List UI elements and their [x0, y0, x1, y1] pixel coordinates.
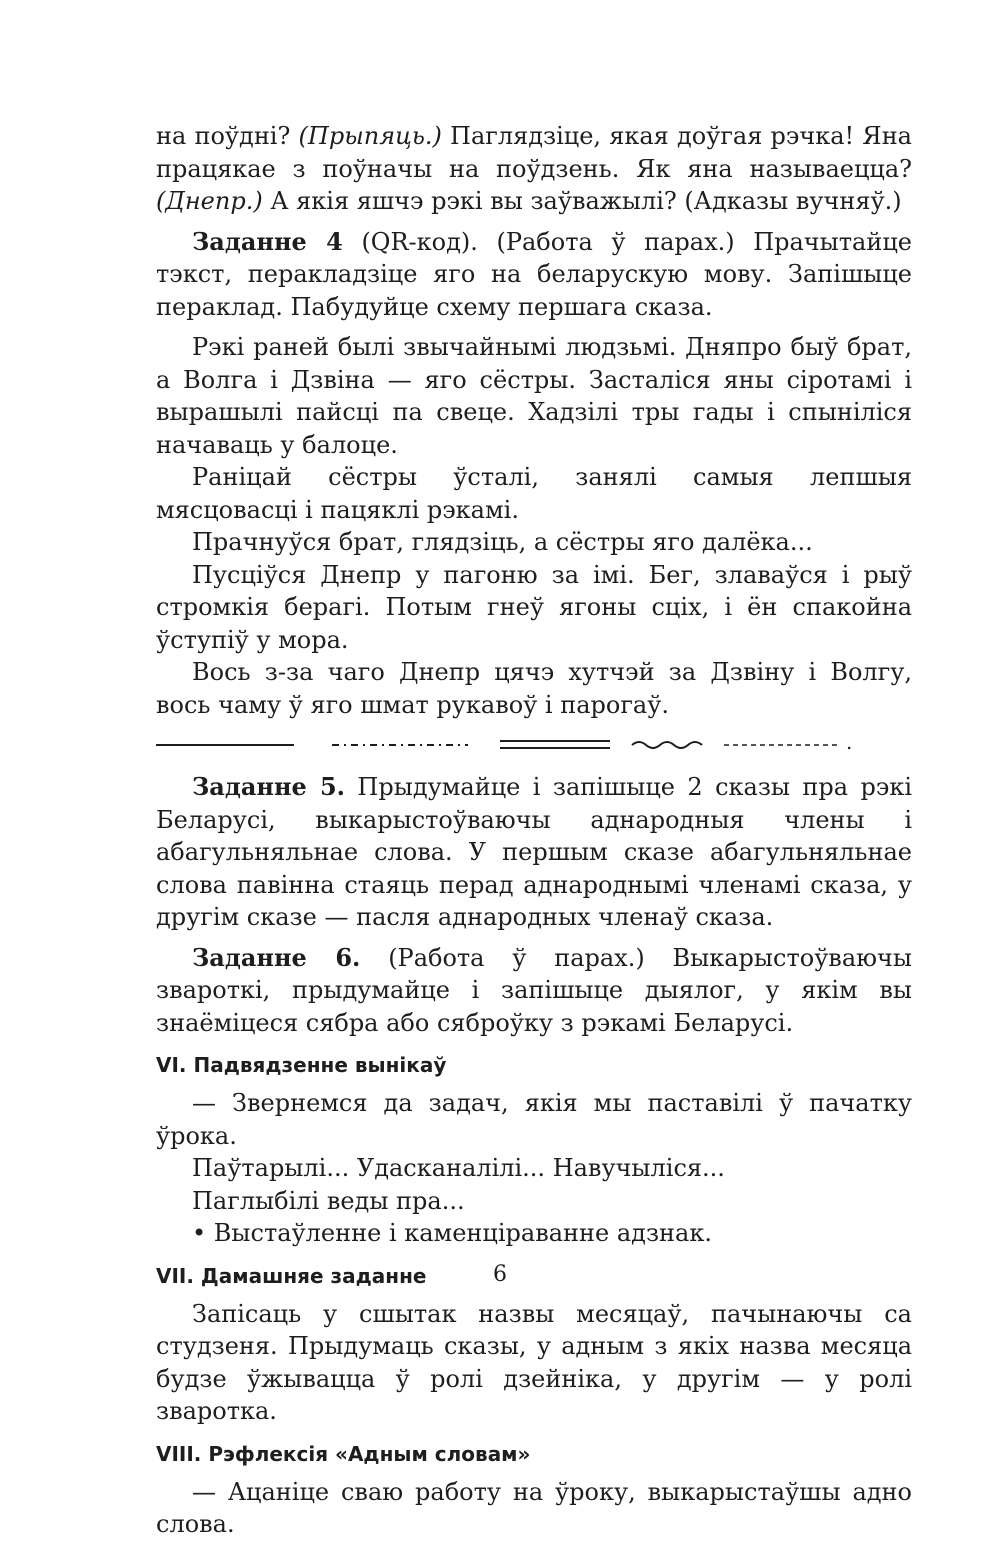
section-7-heading: VII. Дамашняе заданне: [156, 1263, 427, 1288]
section-8-text: — Ацаніце сваю работу на ўроку, выкарыстаўшы адно слова.: [156, 1477, 912, 1538]
page-number: 6: [493, 1262, 507, 1287]
task-4: [156, 226, 912, 324]
story-paragraph-5: Вось з-за чаго Днепр цячэ хутчэй за Дзвіну і Волгу, вось чаму ў яго шмат рукавоў і парогаў.: [156, 658, 912, 719]
intro-text-3: А якія яшчэ рэкі вы заўважылі? (Адказы вучняў.): [262, 187, 902, 215]
intro-answer-pripyat: (Прыпяць.): [298, 122, 442, 150]
intro-answer-dnepr: (Днепр.): [156, 187, 263, 215]
story-paragraph-1: Рэкі раней былі звычайнымі людзьмі. Дняпро быў брат, а Волга і Дзвіна — яго сёстры. Засталіся яны сіротамі і вырашылі пайсці па свеце. Хадзілі тры гады і спыніліся начаваць у балоце.: [156, 333, 912, 459]
story-paragraph-4: Пусціўся Днепр у пагоню за імі. Бег, злаваўся і рыў стромкія берагі. Потым гнеў ягоны сціх, і ён спакойна ўступіў у мора.: [156, 560, 912, 654]
task-6: [156, 942, 912, 1040]
task-5: [156, 771, 912, 934]
story-paragraph-3: Прачнуўся брат, глядзіць, а сёстры яго далёка...: [192, 528, 813, 556]
sentence-member-underline-legend: [156, 729, 912, 763]
legend-dot: .: [846, 730, 853, 754]
section-6-line-3: Паглыбілі веды пра...: [192, 1186, 465, 1215]
section-7-text: Запісаць у сшытак назвы месяцаў, пачынаючы са студзеня. Прыдумаць сказы, у адным з якіх назва месяца будзе ўжывацца ў ролі дзейніка, у другім — у ролі зваротка.: [156, 1299, 912, 1425]
task-6-text: (Работа ў парах.) Выкарыстоўваючы звароткі, прыдумайце і запішыце дыялог, у якім вы знаёміцеся сябра або сяброўку з рэкамі Беларусі.: [156, 943, 912, 1037]
story-paragraph-2: Раніцай сёстры ўсталі, занялі самыя лепшыя мясцовасці і пацяклі рэкамі.: [156, 463, 912, 524]
intro-paragraph: [156, 120, 912, 218]
section-6-line-2: Паўтарылі... Удасканалілі... Навучыліся...: [192, 1154, 725, 1182]
section-6-line-4: • Выстаўленне і каменціраванне адзнак.: [192, 1219, 712, 1247]
task-5-text: Прыдумайце і запішыце 2 сказы пра рэкі Беларусі, выкарыстоўваючы аднародныя члены і абагульняльнае слова. У першым сказе абагульняльнае слова павінна стаяць перад аднароднымі членамі сказа, у другім сказе — пасля аднародных членаў сказа.: [156, 773, 912, 931]
attribute-underline-mark: [632, 742, 702, 748]
section-8-heading: VIII. Рэфлексія «Адным словам»: [156, 1441, 531, 1466]
task-5-label: Заданне 5.: [192, 772, 346, 801]
task-4-label: Заданне 4: [192, 226, 343, 256]
section-6-heading: VI. Падвядзенне вынікаў: [156, 1053, 447, 1077]
task-6-label: Заданне 6.: [192, 942, 361, 972]
section-6-line-1: — Звернемся да задач, якія мы паставілі ў пачатку ўрока.: [156, 1089, 912, 1150]
task-4-text: (QR-код). (Работа ў парах.) Прачытайце тэкст, перакладзіце яго на беларускую мову. Запішыце пераклад. Пабудуйце схему першага сказа.: [156, 227, 912, 321]
page-body: [156, 120, 912, 1541]
intro-text-2: Паглядзіце, якая доўгая рэчка! Яна працякае з поўначы на поўдзень. Як яна называецца?: [156, 122, 912, 183]
intro-text-1: на поўдні?: [156, 122, 299, 150]
